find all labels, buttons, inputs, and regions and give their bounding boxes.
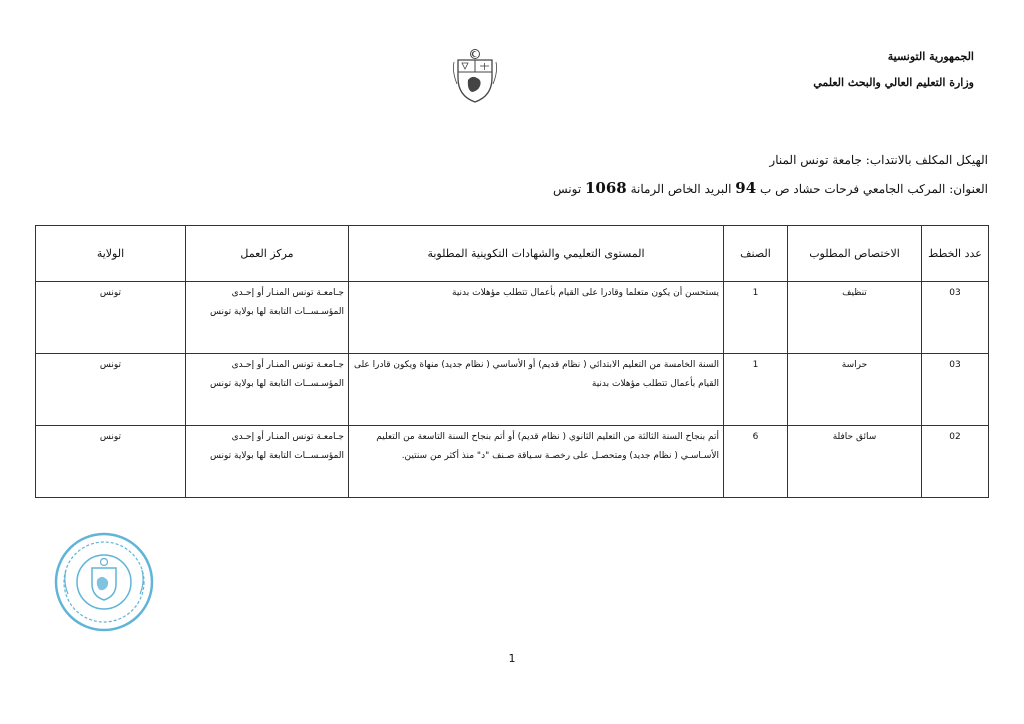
cell-workplace: جـامعـة تونس المنـار أو إحـدى المؤسـســات التابعة لها بولاية تونس (186, 426, 349, 498)
republic-title: الجمهورية التونسية (887, 50, 974, 63)
address-line (288, 174, 988, 203)
cell-count: 02 (922, 426, 989, 498)
cell-specialty: حراسة (788, 354, 922, 426)
cell-qualification: السنة الخامسة من التعليم الابتدائي ( نظام قديم) أو الأساسي ( نظام جديد) منهاة ويكون قادرا على القيام بأعمال تتطلب مؤهلات بدنية (349, 354, 724, 426)
table-header-row (36, 226, 989, 282)
letterhead (674, 44, 974, 96)
cell-grade: 6 (724, 426, 788, 498)
address-zip: 1068 (585, 179, 627, 197)
cell-grade: 1 (724, 354, 788, 426)
positions-table (35, 225, 989, 498)
header-grade: الصنف (724, 226, 788, 282)
cell-workplace: جـامعـة تونس المنـار أو إحـدى المؤسـســات التابعة لها بولاية تونس (186, 282, 349, 354)
cell-governorate: تونس (36, 426, 186, 498)
cell-governorate: تونس (36, 282, 186, 354)
cell-count: 03 (922, 282, 989, 354)
table-row (36, 426, 989, 498)
cell-qualification: يستحسن أن يكون متعلما وقادرا على القيام بأعمال تتطلب مؤهلات بدنية (349, 282, 724, 354)
header-count: عدد الخطط (922, 226, 989, 282)
address-po-box: 94 (735, 179, 757, 197)
recruitment-info (288, 146, 988, 203)
recruiting-body-label: الهيكل المكلف بالانتداب: (865, 153, 988, 167)
cell-governorate: تونس (36, 354, 186, 426)
recruiting-body-line (288, 146, 988, 174)
table-row (36, 354, 989, 426)
cell-count: 03 (922, 354, 989, 426)
table-row (36, 282, 989, 354)
tunisia-coat-of-arms-icon (452, 48, 498, 104)
address-city: تونس (552, 182, 582, 196)
header-specialty: الاختصاص المطلوب (788, 226, 922, 282)
header-governorate: الولاية (36, 226, 186, 282)
address-part2: البريد الخاص الرمانة (630, 182, 732, 196)
page-number: 1 (508, 652, 516, 665)
ministry-seal-stamp (52, 530, 156, 634)
header-qualification: المستوى التعليمي والشهادات التكوينية المطلوبة (349, 226, 724, 282)
address-label: العنوان: (949, 182, 988, 196)
address-part1: المركب الجامعي فرحات حشاد ص ب (759, 182, 946, 196)
cell-specialty: سائق حافلة (788, 426, 922, 498)
recruiting-body-value: جامعة تونس المنار (769, 153, 862, 167)
ministry-title: وزارة التعليم العالي والبحث العلمي (813, 76, 974, 89)
cell-workplace: جـامعـة تونس المنـار أو إحـدى المؤسـســات التابعة لها بولاية تونس (186, 354, 349, 426)
cell-specialty: تنظيف (788, 282, 922, 354)
header-workplace: مركز العمل (186, 226, 349, 282)
cell-qualification: أتم بنجاح السنة الثالثة من التعليم الثانوي ( نظام قديم) أو أتم بنجاح السنة التاسعة من التعليم الأسـاسـي ( نظام جديد) ومتحصـل على رخصـة سـياقة صـنف "د" منذ أكثر من سنتين. (349, 426, 724, 498)
cell-grade: 1 (724, 282, 788, 354)
